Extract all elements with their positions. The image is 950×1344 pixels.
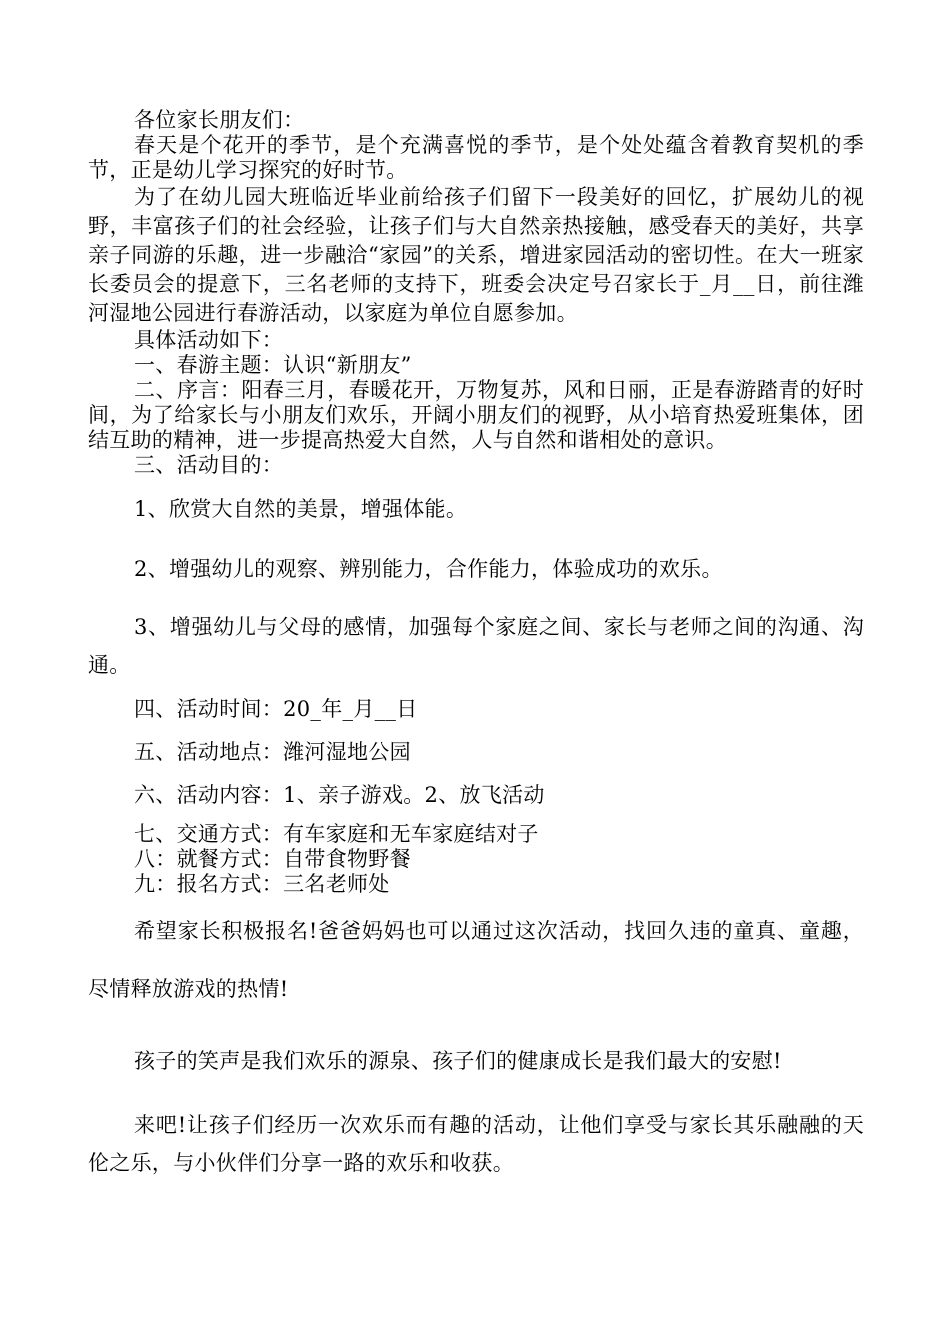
- closing-paragraph-2: 孩子的笑声是我们欢乐的源泉、孩子们的健康成长是我们最大的安慰!: [134, 1049, 782, 1073]
- details-heading: 具体活动如下：: [134, 328, 284, 352]
- preface-item: 二、序言：阳春三月，春暖花开，万物复苏，风和日丽，正是春游踏青的好时间，为了给家长与小朋友们欢乐，开阔小朋友们的视野，从小培育热爱班集体，团结互助的精神，进一步提高热爱大自然，人与自然和谐相处的意识。: [88, 378, 864, 452]
- purpose-item-3: 3、增强幼儿与父母的感情，加强每个家庭之间、家长与老师之间的沟通、沟通。: [88, 615, 864, 677]
- purpose-item-2: 2、增强幼儿的观察、辨别能力，合作能力，体验成功的欢乐。: [134, 557, 723, 581]
- greeting: 各位家长朋友们：: [134, 108, 305, 132]
- activity-content: 六、活动内容：1、亲子游戏。2、放飞活动: [134, 783, 545, 807]
- purpose-item-1: 1、欣赏大自然的美景，增强体能。: [134, 497, 468, 521]
- intro-paragraph-1: 春天是个花开的季节，是个充满喜悦的季节，是个处处蕴含着教育契机的季节，正是幼儿学习探究的好时节。: [88, 133, 864, 182]
- closing-paragraph-3: 来吧!让孩子们经历一次欢乐而有趣的活动，让他们享受与家长其乐融融的天伦之乐，与小伙伴们分享一路的欢乐和收获。: [88, 1113, 864, 1175]
- purpose-heading: 三、活动目的：: [134, 453, 284, 477]
- transport-method: 七、交通方式：有车家庭和无车家庭结对子: [134, 822, 539, 846]
- activity-time: 四、活动时间：20_年_月__日: [134, 697, 418, 721]
- letter-body: [88, 108, 864, 1182]
- closing-paragraph-1: 希望家长积极报名!爸爸妈妈也可以通过这次活动，找回久违的童真、童趣，尽情释放游戏的热情!: [88, 919, 864, 1001]
- theme-item: 一、春游主题：认识“新朋友”: [134, 353, 412, 377]
- meal-method: 八：就餐方式：自带食物野餐: [134, 847, 411, 871]
- intro-paragraph-2: 为了在幼儿园大班临近毕业前给孩子们留下一段美好的回忆，扩展幼儿的视野，丰富孩子们的社会经验，让孩子们与大自然亲热接触，感受春天的美好，共享亲子同游的乐趣，进一步融洽“家园”的关系，增进家园活动的密切性。在大一班家长委员会的提意下，三名老师的支持下，班委会决定号召家长于_月__日，前往潍河湿地公园进行春游活动，以家庭为单位自愿参加。: [88, 185, 864, 325]
- activity-place: 五、活动地点：潍河湿地公园: [134, 740, 411, 764]
- signup-method: 九：报名方式：三名老师处: [134, 872, 390, 896]
